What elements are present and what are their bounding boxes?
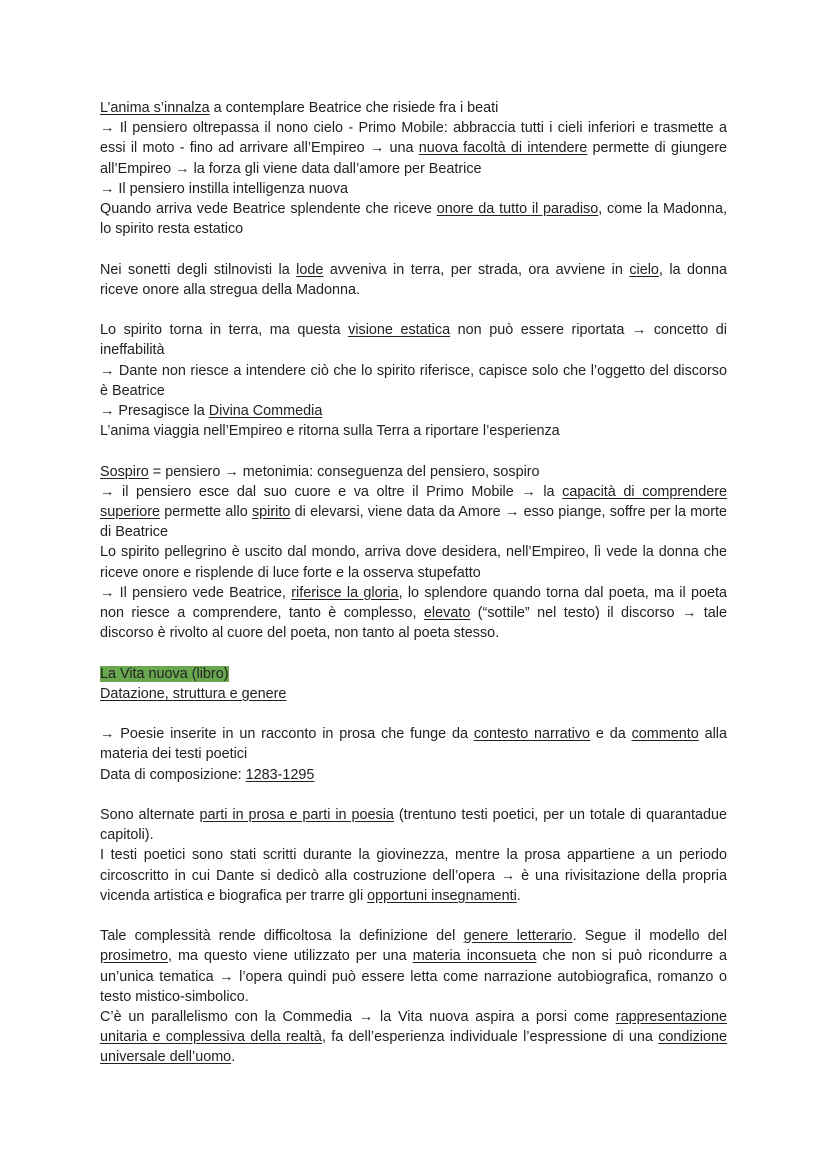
text-run: C’è un parallelismo con la Commedia → la Vita nuova aspira a porsi come	[100, 1009, 616, 1026]
underlined-text: commento	[631, 726, 699, 743]
underlined-text: Divina Commedia	[208, 403, 323, 420]
text-line	[100, 199, 727, 239]
text-run: alla materia dei testi poetici	[100, 726, 728, 763]
text-run: → il pensiero esce dal suo cuore e va oltre il Primo Mobile → la	[100, 483, 563, 500]
text-run: → Poesie inserite in un racconto in prosa che funge da	[100, 726, 474, 743]
underlined-text: cielo	[629, 261, 659, 278]
paragraph-gap	[100, 643, 727, 663]
text-line	[100, 320, 727, 360]
text-line	[100, 542, 727, 582]
text-line	[100, 179, 727, 199]
text-run: e da	[590, 726, 632, 743]
text-run: Quando arriva vede Beatrice splendente che riceve	[100, 201, 437, 218]
text-run: .	[231, 1049, 236, 1066]
text-line	[100, 805, 727, 845]
text-run: , la donna riceve onore alla stregua della Madonna.	[100, 261, 728, 298]
text-line	[100, 684, 727, 704]
text-run: Nei sonetti degli stilnovisti la	[100, 261, 297, 278]
text-run: Tale complessità rende difficoltosa la definizione del	[100, 928, 464, 945]
text-run: permette allo	[160, 504, 252, 521]
text-run: Lo spirito torna in terra, ma questa	[100, 322, 349, 339]
text-run: I testi poetici sono stati scritti durante la giovinezza, mentre la prosa appartiene a un periodo circoscritto in cui Dante si dedicò alla costruzione dell’opera → è una rivisitazione della propria vicenda artistica e biografica per trarre gli	[100, 847, 727, 904]
text-line	[100, 583, 727, 644]
underlined-text: contesto narrativo	[473, 726, 591, 743]
text-run: permette di giungere all’Empireo → la forza gli viene data dall’amore per Beatrice	[100, 140, 727, 177]
underlined-text: L’anima s’innalza	[100, 100, 210, 116]
text-line	[100, 421, 727, 441]
paragraph-gap	[100, 785, 727, 805]
text-run: Lo spirito pellegrino è uscito dal mondo, arriva dove desidera, nell’Empireo, lì vede la donna che riceve onore e risplende di luce forte e la osserva stupefatto	[100, 544, 727, 581]
text-line	[100, 462, 727, 482]
text-run: → Il pensiero oltrepassa il nono cielo - Primo Mobile: abbraccia tutti i cieli inferiori e trasmette a essi il moto - fino ad arrivare all’Empireo → una	[100, 120, 727, 157]
underlined-text: materia inconsueta	[412, 948, 537, 965]
text-run: non può essere riportata → concetto di ineffabilità	[100, 322, 728, 359]
underlined-text: lode	[296, 261, 324, 278]
text-run: = pensiero → metonimia: conseguenza del pensiero, sospiro	[148, 463, 540, 480]
text-line	[100, 98, 727, 118]
text-line	[100, 724, 727, 764]
text-run: di elevarsi, viene data da Amore → esso piange, soffre per la morte di Beatrice	[100, 504, 727, 541]
text-line	[100, 664, 727, 684]
text-run: (“sottile” nel testo) il discorso → tale discorso è rivolto al cuore del poeta, non tanto al poeta stesso.	[100, 605, 727, 642]
text-run: → Presagisce la	[100, 403, 209, 420]
underlined-text: spirito	[251, 504, 291, 521]
underlined-text: rappresentazione unitaria e complessiva della realtà	[100, 1009, 727, 1046]
text-line	[100, 361, 727, 401]
underlined-text: elevato	[423, 605, 471, 622]
underlined-text: prosimetro	[100, 948, 168, 965]
text-line	[100, 845, 727, 906]
text-run: . Segue il modello del	[572, 928, 727, 945]
text-line	[100, 401, 727, 421]
text-run: , fa dell’esperienza individuale l’espressione di una	[321, 1029, 659, 1046]
text-run: che non si può ricondurre a un’unica tematica → l’opera quindi può essere letta come narrazione autobiografica, romanzo o testo mistico-simbolico.	[100, 948, 727, 1005]
paragraph-gap	[100, 704, 727, 724]
underlined-text: Datazione, struttura e genere	[100, 685, 287, 702]
paragraph-gap	[100, 300, 727, 320]
text-run: Sono alternate	[100, 807, 200, 824]
underlined-text: parti in prosa e parti in poesia	[199, 807, 394, 824]
text-run: → Il pensiero vede Beatrice,	[100, 584, 292, 601]
text-run: → Il pensiero instilla intelligenza nuova	[100, 180, 348, 197]
text-run: , lo splendore quando torna dal poeta, ma il poeta non riesce a comprendere, tanto è complesso,	[100, 584, 727, 622]
text-run: , come la Madonna, lo spirito resta estatico	[100, 201, 728, 238]
text-run: , ma questo viene utilizzato per una	[167, 948, 413, 965]
underlined-text: genere letterario	[463, 928, 573, 945]
text-line	[100, 765, 727, 785]
text-line	[100, 926, 727, 1007]
underlined-text: capacità di comprendere superiore	[100, 483, 727, 521]
highlighted-heading: La Vita nuova (libro)	[100, 665, 229, 682]
text-run: Data di composizione:	[100, 766, 246, 783]
text-run: → Dante non riesce a intendere ciò che lo spirito riferisce, capisce solo che l’oggetto del discorso è Beatrice	[100, 362, 727, 399]
text-line	[100, 482, 727, 543]
underlined-text: Sospiro	[100, 463, 149, 480]
underlined-text: 1283-1295	[245, 766, 315, 783]
text-line	[100, 1007, 727, 1068]
underlined-text: visione estatica	[348, 322, 451, 339]
underlined-text: riferisce la gloria	[291, 584, 399, 601]
paragraph-gap	[100, 239, 727, 259]
text-run: (trentuno testi poetici, per un totale di quarantadue capitoli).	[100, 807, 727, 844]
underlined-text: opportuni insegnamenti	[367, 887, 517, 904]
paragraph-gap	[100, 441, 727, 461]
text-run: L’anima viaggia nell’Empireo e ritorna sulla Terra a riportare l’esperienza	[100, 423, 560, 440]
text-line	[100, 260, 727, 300]
text-run: avveniva in terra, per strada, ora avviene in	[323, 261, 630, 278]
underlined-text: nuova facoltà di intendere	[418, 140, 588, 157]
text-run: a contemplare Beatrice che risiede fra i beati	[209, 100, 499, 116]
document-page	[100, 98, 727, 1068]
paragraph-gap	[100, 906, 727, 926]
text-line	[100, 118, 727, 179]
underlined-text: onore da tutto il paradiso	[436, 201, 599, 218]
text-run: .	[516, 887, 521, 904]
underlined-text: condizione universale dell’uomo	[100, 1029, 727, 1066]
